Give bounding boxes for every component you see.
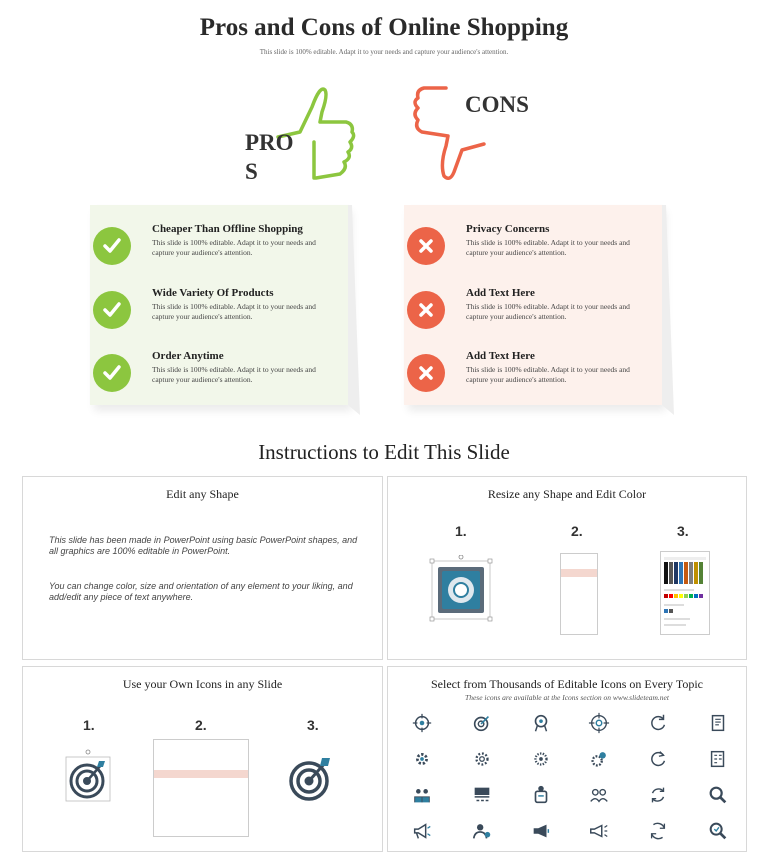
check-icon [93, 227, 131, 265]
pros-item-desc: This slide is 100% editable. Adapt it to your needs and capture your audience's attention. [152, 238, 316, 257]
pros-item-desc: This slide is 100% editable. Adapt it to your needs and capture your audience's attention. [152, 365, 316, 384]
team-icon[interactable] [410, 783, 434, 807]
checklist-icon[interactable] [706, 747, 730, 771]
pros-item [90, 287, 348, 347]
cons-item-title: Privacy Concerns [466, 223, 550, 235]
pros-item [90, 350, 348, 410]
color-picker-screenshot [660, 551, 710, 635]
step-number: 1. [455, 523, 467, 539]
gear-settings-icon[interactable] [470, 747, 494, 771]
target-dart-icon[interactable] [285, 753, 335, 803]
magnify-settings-icon[interactable] [706, 819, 730, 843]
step-number: 2. [195, 717, 207, 733]
cons-item [404, 223, 662, 283]
gear-icon[interactable] [410, 747, 434, 771]
box-title: Edit any Shape [166, 487, 239, 501]
pros-item [90, 223, 348, 283]
group-icon[interactable] [587, 783, 611, 807]
cross-icon [407, 354, 445, 392]
step-number: 1. [83, 717, 95, 733]
slide-title: Pros and Cons of Online Shopping [199, 14, 569, 41]
edit-shape-text-1: This slide has been made in PowerPoint using basic PowerPoint shapes, and all graphics are 100% editable in PowerPoint. [49, 535, 358, 556]
box-title: Select from Thousands of Editable Icons on Every Topic [431, 677, 703, 691]
cons-panel [404, 205, 662, 405]
search-icon[interactable] [706, 783, 730, 807]
target-dart-icon[interactable] [470, 711, 494, 735]
gear-cycle-icon[interactable] [587, 747, 611, 771]
step-number: 2. [571, 523, 583, 539]
award-target-icon[interactable] [529, 711, 553, 735]
broadcast-icon[interactable] [587, 819, 611, 843]
step-number: 3. [677, 523, 689, 539]
crosshair-icon[interactable] [410, 711, 434, 735]
panel-fold-shadow [662, 205, 674, 415]
check-icon [93, 291, 131, 329]
aim-icon[interactable] [587, 711, 611, 735]
cons-item-title: Add Text Here [466, 287, 535, 299]
own-icons-box [22, 666, 383, 852]
instructions-title: Instructions to Edit This Slide [258, 440, 510, 464]
cons-item-title: Add Text Here [466, 350, 535, 362]
box-title: Use your Own Icons in any Slide [122, 677, 283, 691]
target-dart-icon[interactable] [63, 749, 113, 803]
cons-heading: CONS [465, 92, 529, 117]
cons-item [404, 350, 662, 410]
pros-panel [90, 205, 348, 405]
cross-icon [407, 227, 445, 265]
edit-shape-box [22, 476, 383, 660]
pros-item-title: Order Anytime [152, 350, 224, 362]
shop-icon[interactable] [470, 783, 494, 807]
panel-fold-shadow [348, 205, 360, 415]
speaker-icon[interactable] [529, 819, 553, 843]
resizable-shape-icon[interactable] [428, 555, 494, 623]
box-subtitle: These icons are available at the Icons section on www.slideteam.net [465, 693, 669, 702]
refresh-icon[interactable] [646, 711, 670, 735]
box-title: Resize any Shape and Edit Color [487, 487, 647, 501]
cons-item [404, 287, 662, 347]
cycle-icon[interactable] [646, 819, 670, 843]
rotate-icon[interactable] [646, 783, 670, 807]
cons-item-desc: This slide is 100% editable. Adapt it to your needs and capture your audience's attention. [466, 238, 630, 257]
slide-subtitle: This slide is 100% editable. Adapt it to your needs and capture your audience's attention. [259, 48, 509, 56]
toolbox-icon[interactable] [529, 783, 553, 807]
edit-shape-text-2: You can change color, size and orientation of any element to your liking, and add/edit any piece of text anywhere. [49, 581, 353, 602]
pros-item-title: Wide Variety Of Products [152, 287, 274, 299]
cons-item-desc: This slide is 100% editable. Adapt it to your needs and capture your audience's attention. [466, 365, 630, 384]
pros-item-desc: This slide is 100% editable. Adapt it to your needs and capture your audience's attention. [152, 302, 316, 321]
user-settings-icon[interactable] [470, 819, 494, 843]
megaphone-icon[interactable] [410, 819, 434, 843]
thousands-icons-box [387, 666, 747, 852]
refresh-arrow-icon[interactable] [646, 747, 670, 771]
check-icon [93, 354, 131, 392]
pros-heading: PROS [245, 130, 294, 184]
step-number: 3. [307, 717, 319, 733]
cons-item-desc: This slide is 100% editable. Adapt it to your needs and capture your audience's attention. [466, 302, 630, 321]
pros-item-title: Cheaper Than Offline Shopping [152, 223, 303, 235]
context-menu-screenshot [153, 739, 249, 837]
cross-icon [407, 291, 445, 329]
resize-shape-box [387, 476, 747, 660]
context-menu-screenshot [560, 553, 598, 635]
gear-network-icon[interactable] [529, 747, 553, 771]
document-icon[interactable] [706, 711, 730, 735]
